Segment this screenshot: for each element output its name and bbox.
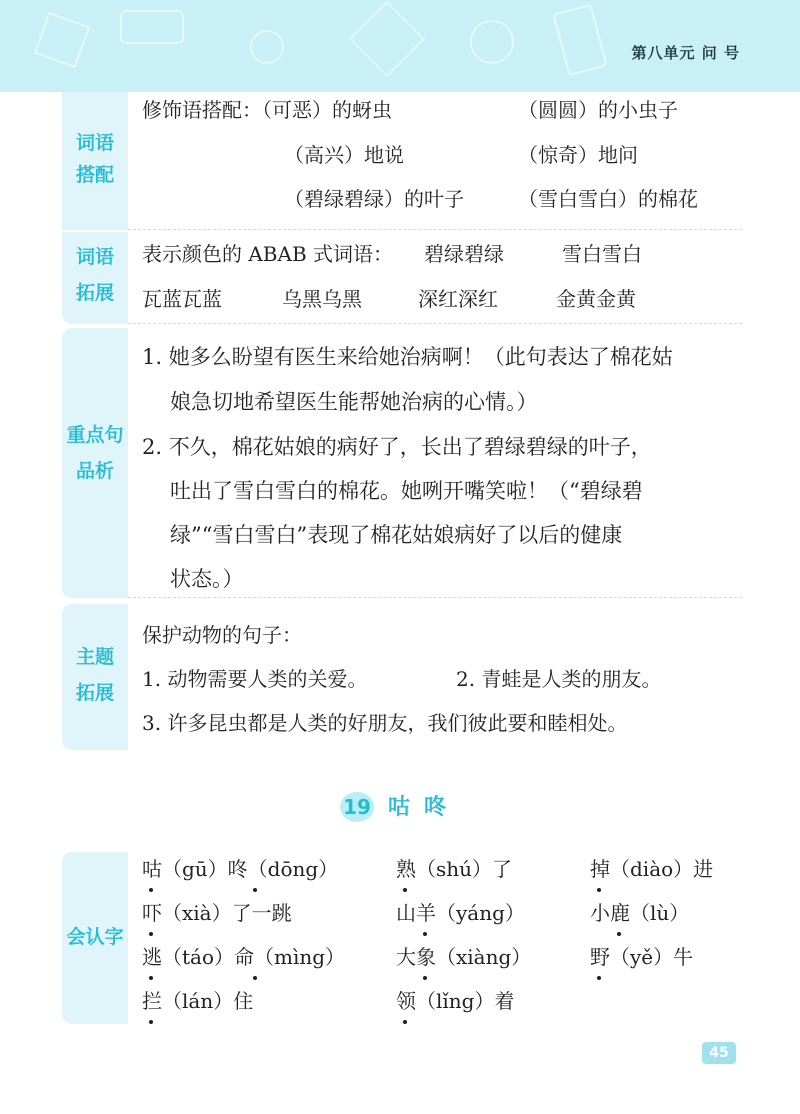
theme-sentence: 2. 青蛙是人类的朋友。 (456, 667, 662, 691)
collocation-line: （圆圆）的小虫子 (518, 98, 678, 122)
analysis-line: 2. 不久，棉花姑娘的病好了，长出了碧绿碧绿的叶子， (142, 435, 652, 459)
collocation-line: （雪白雪白）的棉花 (518, 187, 698, 211)
lesson-name: 咕咚 (387, 795, 460, 820)
divider (128, 323, 742, 324)
theme-sentence: 1. 动物需要人类的关爱。 (142, 667, 368, 691)
section-label: 词语 (75, 132, 114, 154)
character-entry: 野（yě）牛 (590, 945, 694, 969)
section-label: 会认字 (66, 926, 124, 948)
expansion-word: 雪白雪白 (562, 242, 642, 266)
section-expansion (62, 232, 742, 324)
emphasis-dot (597, 888, 601, 892)
character-entry: 咕（gū）咚（dōng） (142, 857, 339, 881)
emphasis-dot (149, 888, 153, 892)
character-entry: 大象（xiàng） (396, 945, 532, 969)
collocation-line: （惊奇）地问 (518, 143, 638, 167)
emphasis-dot (253, 976, 257, 980)
theme-sentence: 3. 许多昆虫都是人类的好朋友，我们彼此要和睦相处。 (142, 711, 628, 735)
decor-shape (470, 20, 514, 64)
emphasis-dot (253, 888, 257, 892)
character-entry: 吓（xià）了一跳 (142, 901, 292, 925)
emphasis-dot (149, 976, 153, 980)
section-label: 品析 (75, 460, 114, 482)
decor-shape (250, 30, 284, 64)
emphasis-dot (597, 976, 601, 980)
character-entry: 小鹿（lù） (590, 901, 690, 925)
section-label: 拓展 (75, 282, 114, 304)
page-number: 45 (702, 1042, 736, 1064)
expansion-word: 碧绿碧绿 (424, 242, 504, 266)
section-label-bg (62, 604, 128, 750)
theme-heading: 保护动物的句子： (142, 623, 302, 647)
emphasis-dot (423, 932, 427, 936)
character-entry: 拦（lán）住 (142, 989, 254, 1013)
analysis-line: 状态。） (170, 567, 244, 591)
decor-shape (552, 4, 607, 76)
collocation-line: （高兴）地说 (284, 143, 404, 167)
collocation-line: （碧绿碧绿）的叶子 (284, 187, 464, 211)
unit-title: 第八单元 问 号 (631, 44, 740, 62)
decor-shape (349, 1, 425, 77)
section-label: 主题 (75, 646, 114, 668)
section-label: 拓展 (75, 682, 114, 704)
section-theme (62, 604, 742, 750)
analysis-line: 绿”“雪白雪白”表现了棉花姑娘病好了以后的健康 (170, 523, 623, 547)
collocation-line: 修饰语搭配：（可恶）的蚜虫 (142, 98, 392, 122)
character-entry: 掉（diào）进 (590, 857, 714, 881)
divider (128, 229, 742, 230)
expansion-prefix: 表示颜色的 ABAB 式词语： (142, 242, 393, 266)
expansion-word: 乌黑乌黑 (282, 287, 362, 311)
emphasis-dot (423, 976, 427, 980)
expansion-word: 深红深红 (418, 287, 498, 311)
divider (128, 597, 742, 598)
character-entry: 逃（táo）命（mìng） (142, 945, 346, 969)
character-entry: 领（lǐng）着 (396, 989, 515, 1013)
header-band (0, 0, 800, 92)
analysis-line: 1. 她多么盼望有医生来给她治病啊！（此句表达了棉花姑 (142, 345, 673, 369)
character-entry: 山羊（yáng） (396, 901, 525, 925)
emphasis-dot (617, 932, 621, 936)
character-entry: 熟（shú）了 (396, 857, 513, 881)
section-collocation (62, 92, 742, 230)
section-label: 重点句 (66, 424, 124, 446)
decor-shape (120, 10, 184, 44)
section-label: 搭配 (75, 164, 114, 186)
analysis-line: 娘急切地希望医生能帮她治病的心情。） (170, 390, 538, 414)
emphasis-dot (403, 888, 407, 892)
section-analysis (62, 328, 742, 598)
analysis-line: 吐出了雪白雪白的棉花。她咧开嘴笑啦！（“碧绿碧 (170, 479, 643, 503)
expansion-word: 瓦蓝瓦蓝 (142, 287, 222, 311)
emphasis-dot (403, 1020, 407, 1024)
section-label: 词语 (75, 246, 114, 268)
decor-shape (34, 12, 90, 68)
emphasis-dot (149, 1020, 153, 1024)
expansion-word: 金黄金黄 (556, 287, 636, 311)
lesson-title (0, 790, 800, 822)
lesson-number: 19 (340, 792, 374, 822)
emphasis-dot (149, 932, 153, 936)
